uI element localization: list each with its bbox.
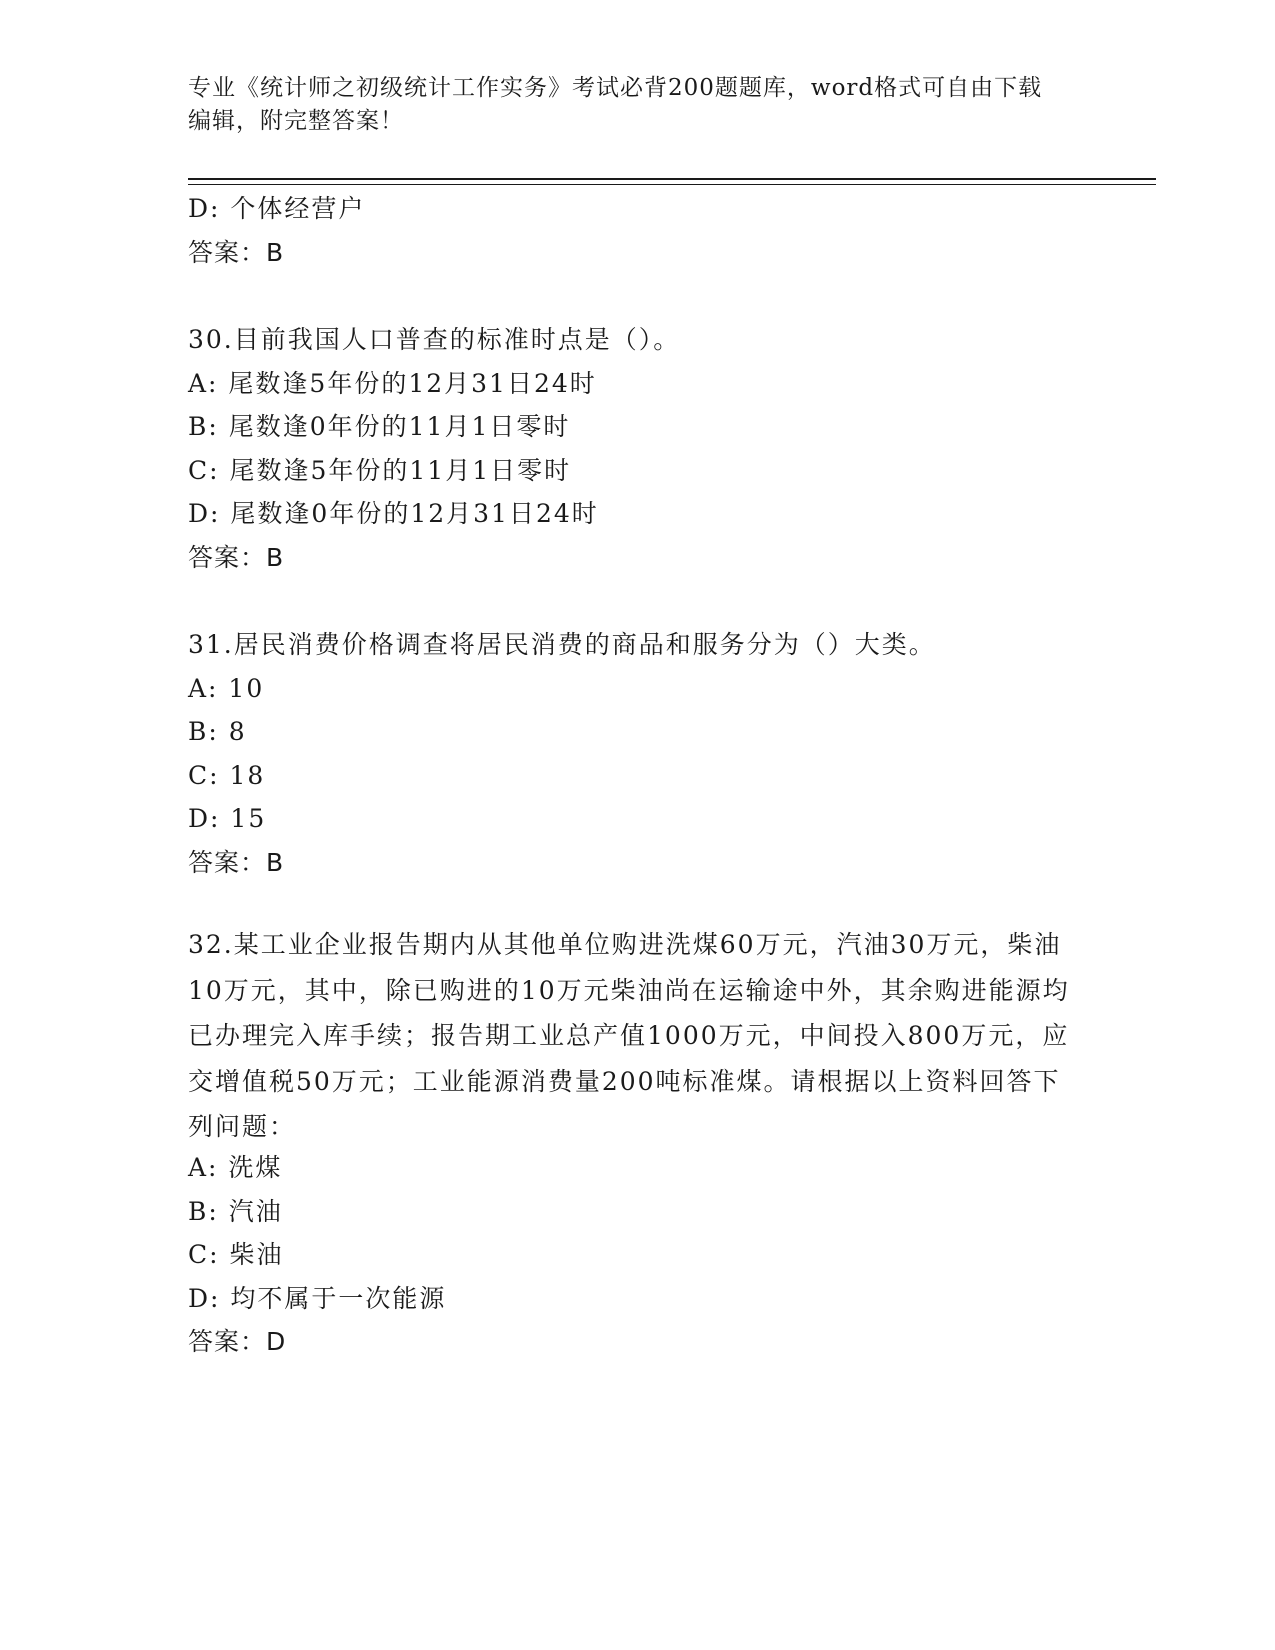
header-line-2: 编辑，附完整答案！	[188, 108, 404, 134]
q31-option-a: A: 10	[188, 674, 265, 703]
q30-option-a: A: 尾数逢5年份的12月31日24时	[188, 369, 597, 398]
q30-option-d: D: 尾数逢0年份的12月31日24时	[188, 499, 599, 528]
q32-option-b: B: 汽油	[188, 1197, 283, 1226]
q31-option-d: D: 15	[188, 804, 267, 833]
header-line-1: 专业《统计师之初级统计工作实务》考试必背200题题库，word格式可自由下载	[188, 75, 1043, 101]
header-divider-thin	[188, 184, 1156, 185]
page-header	[188, 72, 1088, 138]
q32-option-a: A: 洗煤	[188, 1153, 283, 1182]
q32-answer: 答案：D	[188, 1327, 287, 1356]
q31-option-b: B: 8	[188, 717, 247, 746]
q30-option-b: B: 尾数逢0年份的11月1日零时	[188, 412, 571, 441]
header-divider-thick	[188, 178, 1156, 180]
q30-answer: 答案：B	[188, 543, 285, 572]
q29-answer: 答案：B	[188, 238, 285, 267]
q32-stem: 32.某工业企业报告期内从其他单位购进洗煤60万元，汽油30万元，柴油10万元，其中，除已购进的10万元柴油尚在运输途中外，其余购进能源均已办理完入库手续；报告期工业总产值1000万元，中间投入800万元，应交增值税50万元；工业能源消费量200吨标准煤。请根据以上资料回答下列问题：	[188, 930, 1070, 1141]
q29-option-d: D: 个体经营户	[188, 194, 366, 223]
q31-stem: 31.居民消费价格调查将居民消费的商品和服务分为（）大类。	[188, 630, 936, 659]
q31-option-c: C: 18	[188, 761, 266, 790]
q30-option-c: C: 尾数逢5年份的11月1日零时	[188, 456, 572, 485]
q32-option-d: D: 均不属于一次能源	[188, 1284, 447, 1313]
q32-option-c: C: 柴油	[188, 1240, 284, 1269]
q30-stem: 30.目前我国人口普查的标准时点是（）。	[188, 325, 681, 354]
q31-answer: 答案：B	[188, 848, 285, 877]
